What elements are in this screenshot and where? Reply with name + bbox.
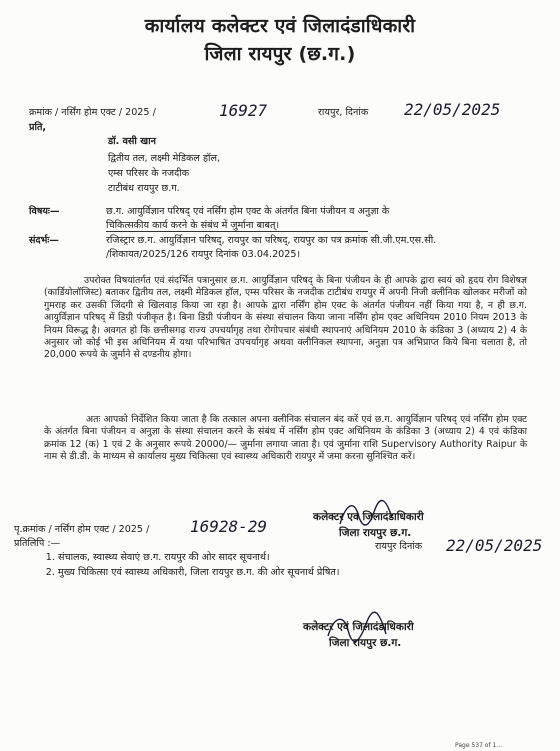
subject-underline (106, 231, 368, 232)
reference-label: संदर्भः— (29, 235, 59, 246)
ref2-number: 16928-29 (190, 517, 268, 536)
subject-line-2: चिकित्सकीय कार्य करने के संबंध में जुर्माना बाबत्। (106, 220, 280, 231)
ref2-place-date-label: रायपुर दिनांक (375, 541, 423, 552)
reference-line-1: रजिस्ट्रार छ.ग. आयुर्विज्ञान परिषद्, रायपुर का परिषद्, रायपुर का पत्र क्रमांक सी.जी.एम.एस.सी. (106, 235, 437, 246)
recipient-address-1: द्वितीय तल, लक्ष्मी मेडिकल हॉल, (108, 153, 221, 164)
body-paragraph-2: अतः आपको निर्देशित किया जाता है कि तत्काल अपना क्लीनिक संचालन बंद करें एवं छ.ग. आयुर्विज्ञान परिषद् एवं नर्सिंग होम एक्ट के अंतर्गत बिना पंजीयन व अनुज्ञा के संस्था संचालन करने के संबंध में नर्सिंग होम एक्ट अधिनियम के कंडिका 3 (अध्याय 2) 4 एवं कंडिका क्रमांक 12 (क) 1 एवं 2 के अनुसार रूपये 20000/— जुर्माना लगाया जाता है। एवं जुर्माना राशि Supervisory Authority Raipur के नाम से डी.डी. के माध्यम से कार्यालय मुख्य चिकित्सा एवं स्वास्थ्य अधिकारी रायपुर में जमा करना सुनिश्चित करें। (44, 414, 527, 463)
ref-number: 16927 (219, 101, 268, 120)
copy-item-2: 2. मुख्य चिकित्सा एवं स्वास्थ्य अधिकारी, जिला रायपुर छ.ग. की ओर सूचनार्थ प्रेषित। (58, 566, 524, 579)
ref2-date: 22/05/2025 (446, 536, 543, 555)
to-label: प्रति, (29, 122, 47, 133)
signatory-designation-2: कलेक्टर एवं जिलादंडाधिकारी (303, 621, 414, 633)
ref-place-date-label: रायपुर, दिनांक (318, 107, 369, 118)
subject-line-1: छ.ग. आयुर्विज्ञान परिषद् एवं नर्सिंग होम एक्ट के अंतर्गत बिना पंजीयन व अनुज्ञा के (106, 206, 390, 217)
copy-item-1: 1. संचालक, स्वास्थ्य सेवाएं छ.ग. रायपुर की ओर सादर सूचनार्थ। (58, 551, 524, 564)
copy-label: प्रतिलिपि :— (14, 538, 61, 549)
office-district: जिला रायपुर (छ.ग.) (204, 43, 356, 65)
body-paragraph-1: उपरोक्त विषयांतर्गत एवं संदर्भित पत्रानुसार छ.ग. आयुर्विज्ञान परिषद् के बिना पंजीयन के ही आपके द्वारा स्वयं को हृदय रोग विशेषज्ञ (कार्डियोलॉजिस्ट) बताकर द्वितीय तल, लक्ष्मी मेडिकल हॉल, एम्स परिसर के नजदीक टाटीबंध रायपुर में अपनी निजी क्लीनिक खोलकर मरीजों को गुमराह कर उसकी जिंदगी से खिलवाड़ किया जा रहा है। आपके द्वारा नर्सिंग होम एक्ट के अंतर्गत पंजीयन नहीं किया गया है, न ही छ.ग. आयुर्विज्ञान परिषद् में डिग्री पंजीकृत है। बिना डिग्री पंजीयन के संस्था संचालन किया जाना नर्सिंग होम एक्ट अधिनियम 2010 नियम 2013 के नियम विरूद्ध है। अवगत हो कि छत्तीसगढ़ राज्य उपचर्यागृह तथा रोगोपचार संबंधी स्थापनाएं अधिनियम 2010 के कंडिका 3 (अध्याय 2) 4 के अनुसार जो कोई भी इस अधिनियम में यथा परिभाषित उपचर्यागृह अथवा क्लीनिकल स्थापना, अनुज्ञा पत्र अभिप्राप्त किये बिना चलाता है, तो 20,000 रूपये के जुर्माने से दण्डनीय होगा। (44, 275, 527, 361)
signatory-district-1: जिला रायपुर छ.ग. (339, 527, 412, 539)
ref2-label: पृ.क्रमांक / नर्सिंग होम एक्ट / 2025 / (14, 524, 150, 535)
signatory-designation-1: कलेक्टर एवं जिलादंडाधिकारी (313, 511, 424, 523)
recipient-address-2: एम्स परिसर के नजदीक (108, 168, 190, 179)
subject-label: विषयः— (29, 206, 60, 217)
signatory-district-2: जिला रायपुर छ.ग. (329, 637, 402, 649)
ref-label: क्रमांक / नर्सिंग होम एक्ट / 2025 / (29, 107, 156, 118)
reference-line-2: /शिकायत/2025/126 रायपुर दिनांक 03.04.2025। (106, 249, 301, 260)
office-title: कार्यालय कलेक्टर एवं जिलादंडाधिकारी (144, 15, 416, 37)
recipient-address-3: टाटीबंध रायपुर छ.ग. (108, 183, 180, 194)
ref-date: 22/05/2025 (404, 100, 501, 119)
recipient-name: डॉ. वसी खान (108, 136, 156, 147)
copy-list (44, 551, 524, 579)
page-number: Page 537 of 1... (455, 742, 503, 749)
